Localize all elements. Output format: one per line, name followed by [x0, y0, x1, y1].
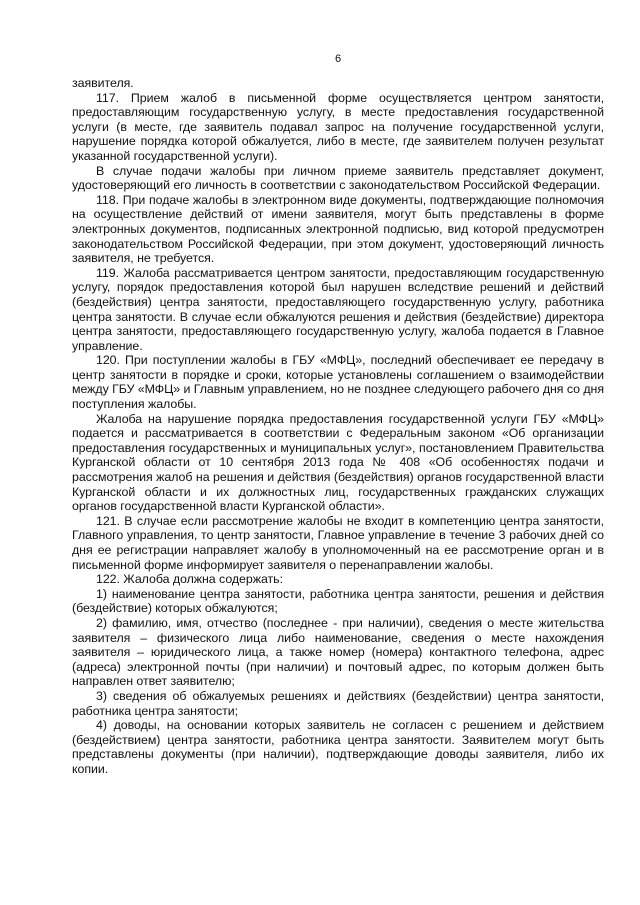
- paragraph-117: 117. Прием жалоб в письменной форме осуществляется центром занятости, предоставляющим государственную услугу, в месте предоставления государственной услуги (в месте, где заявитель подавал запрос на получение государственной услуги, нарушение порядка которой обжалуется, либо в месте, где заявителем получен результат указанной государственной услуги).: [72, 90, 604, 163]
- list-item-1: 1) наименование центра занятости, работника центра занятости, решения и действия (бездействие) которых обжалуются;: [72, 586, 604, 616]
- paragraph-119: 119. Жалоба рассматривается центром занятости, предоставляющим государственную услугу, порядок предоставления которой был нарушен вследствие решений и действий (бездействия) центра занятости, предоставляющего государственную услугу, работника центра занятости. В случае если обжалуются решения и действия (бездействие) директора центра занятости, предоставляющего государственную услугу, жалоба подается в Главное управление.: [72, 265, 604, 353]
- page-number: 6: [334, 53, 342, 65]
- list-item-3: 3) сведения об обжалуемых решениях и действиях (бездействии) центра занятости, работника центра занятости;: [72, 688, 604, 718]
- paragraph-continuation: заявителя.: [72, 76, 134, 90]
- paragraph-121: 121. В случае если рассмотрение жалобы не входит в компетенцию центра занятости, Главного управления, то центр занятости, Главное управление в течение 3 рабочих дней со дня ее регистрации направляет жалобу в уполномоченный на ее рассмотрение орган и в письменной форме информирует заявителя о перенаправлении жалобы.: [72, 513, 604, 572]
- list-item-4: 4) доводы, на основании которых заявитель не согласен с решением и действием (бездействием) центра занятости, работника центра занятости. Заявителем могут быть представлены документы (при наличии), подтверждающие доводы заявителя, либо их копии.: [72, 718, 604, 776]
- paragraph-118: 118. При подаче жалобы в электронном виде документы, подтверждающие полномочия на осуществление действий от имени заявителя, могут быть представлены в форме электронных документов, подписанных электронной подписью, вид которой предусмотрен законодательством Российской Федерации, при этом документ, удостоверяющий личность заявителя, не требуется.: [72, 192, 604, 266]
- document-page: [72, 0, 604, 905]
- list-item-2: 2) фамилию, имя, отчество (последнее - при наличии), сведения о месте жительства заявителя – физического лица либо наименование, сведения о месте нахождения заявителя – юридического лица, а также номер (номера) контактного телефона, адрес (адреса) электронной почты (при наличии) и почтовый адрес, по которым должен быть направлен ответ заявителю;: [72, 615, 604, 689]
- paragraph-117-personal-submission: В случае подачи жалобы при личном приеме заявитель представляет документ, удостоверяющий его личность в соответствии с законодательством Российской Федерации.: [72, 163, 604, 193]
- document-body: [72, 76, 604, 777]
- paragraph-120-mfc-complaint: Жалоба на нарушение порядка предоставления государственной услуги ГБУ «МФЦ» подается и рассматривается в соответствии с Федеральным законом «Об организации предоставления государственных и муниципальных услуг», постановлением Правительства Курганской области от 10 сентября 2013 года № 408 «Об особенностях подачи и рассмотрения жалоб на решения и действия (бездействия) органов государственной власти Курганской области и их должностных лиц, государственных гражданских служащих органов государственной власти Курганской области».: [72, 411, 604, 514]
- paragraph-122: 122. Жалоба должна содержать:: [96, 572, 283, 587]
- paragraph-120: 120. При поступлении жалобы в ГБУ «МФЦ», последний обеспечивает ее передачу в центр занятости в порядке и сроки, которые установлены соглашением о взаимодействии между ГБУ «МФЦ» и Главным управлением, но не позднее следующего рабочего дня со дня поступления жалобы.: [72, 353, 605, 412]
